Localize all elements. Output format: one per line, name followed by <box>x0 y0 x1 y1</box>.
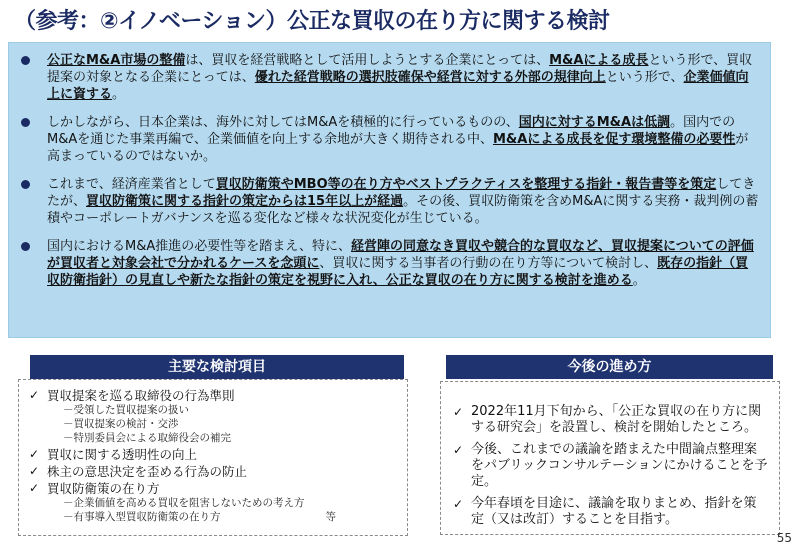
bullet-dot-icon <box>21 118 30 127</box>
check-icon: ✓ <box>29 464 40 478</box>
key-item-label: 買収防衛策の在り方 <box>47 481 160 496</box>
summary-bullet <box>21 114 760 165</box>
bullet-text: 。 <box>632 273 646 288</box>
bullet-text: 。 <box>112 87 126 102</box>
next-step-text: 2022年11月下旬から、「公正な買収の在り方に関する研究会」を設置し、検討を開始したところ。 <box>471 404 762 435</box>
emphasized-text: 買収防衛策に関する指針の策定からは15年以上が経過 <box>86 194 404 209</box>
summary-bullet <box>21 176 760 227</box>
emphasized-text: M&Aによる成長を促す環境整備の必要性 <box>493 132 736 147</box>
check-icon: ✓ <box>29 447 40 461</box>
check-icon: ✓ <box>29 481 40 495</box>
bullet-text: は、買収を経営戦略として活用しようとする企業にとっては、 <box>185 53 550 68</box>
emphasized-text: 企業価値向上に資する <box>47 70 749 102</box>
summary-box <box>8 42 771 338</box>
check-icon: ✓ <box>29 388 40 402</box>
key-item <box>29 388 401 445</box>
sub-item: －買収提案の検討・交渉 <box>63 418 179 430</box>
bullet-text: が高まっているのではないか。 <box>47 132 749 164</box>
key-items-header: 主要な検討項目 <box>30 355 404 379</box>
check-icon: ✓ <box>453 405 464 419</box>
next-step-text: 今年春頃を目途に、議論を取りまとめ、指針を策定（又は改訂）することを目指す。 <box>471 496 757 527</box>
check-icon: ✓ <box>453 443 464 457</box>
next-steps-list <box>441 382 779 528</box>
next-steps-box <box>440 381 780 535</box>
sub-item: －受領した買収提案の扱い <box>63 404 189 416</box>
bullet-dot-icon <box>21 180 30 189</box>
key-item <box>29 481 401 524</box>
bullet-text: してきたが、 <box>47 177 756 209</box>
emphasized-text: 経営陣の同意なき買収や競合的な買収など、買収提案についての評価が買収者と対象会社で分かれるケースを念頭に <box>47 239 754 271</box>
bullet-text: これまで、経済産業省として <box>47 177 216 192</box>
bullet-text: しかしながら、日本企業は、海外に対してはM&Aを積極的に行っているものの、 <box>47 115 519 130</box>
bullet-text: 。その後、買収防衛策を含めM&Aに関する実務・裁判例の蓄積やコーポレートガバナンスを巡る変化など様々な状況変化が生じている。 <box>47 194 759 226</box>
sub-item: －企業価値を高める買収を阻害しないための考え方 <box>63 497 305 509</box>
bullet-dot-icon <box>21 56 30 65</box>
key-item <box>29 464 401 479</box>
emphasized-text: 既存の指針（買収防衛指針）の見直しや新たな指針の策定を視野に入れ、公正な買収の在り方に関する検討を進める <box>47 256 749 288</box>
key-item-label: 買収提案を巡る取締役の行為準則 <box>47 388 235 403</box>
emphasized-text: 公正なM&A市場の整備 <box>47 53 186 68</box>
next-step-item <box>453 496 769 528</box>
sub-item-list <box>47 496 401 524</box>
key-items-list <box>19 380 407 524</box>
key-item-label: 株主の意思決定を歪める行為の防止 <box>47 464 248 479</box>
check-icon: ✓ <box>453 497 464 511</box>
next-steps-header: 今後の進め方 <box>446 355 773 379</box>
page-number: 55 <box>776 531 792 545</box>
sub-item: －特別委員会による取締役会の補完 <box>63 432 231 444</box>
key-item <box>29 447 401 462</box>
summary-bullet <box>21 238 760 289</box>
key-items-box <box>18 379 408 536</box>
summary-bullet <box>21 52 760 103</box>
emphasized-text: 国内に対するM&Aは低調 <box>518 115 671 130</box>
emphasized-text: 優れた経営戦略の選択肢確保や経営に対する外部の規律向上 <box>254 70 606 85</box>
next-step-item <box>453 442 769 490</box>
bullet-text: 。国内でのM&Aを通じた事業再編で、企業価値を向上する余地が大きく期待される中、 <box>47 115 736 147</box>
sub-item: －有事導入型買収防衛策の在り方 等 <box>63 511 336 523</box>
key-item-label: 買収に関する透明性の向上 <box>47 447 198 462</box>
bullet-text: 、買収に関する当事者の行動の在り方等について検討し、 <box>319 256 658 271</box>
bullet-dot-icon <box>21 242 30 251</box>
bullet-text: 国内におけるM&A推進の必要性等を踏まえ、特に、 <box>47 239 352 254</box>
emphasized-text: 買収防衛策やMBO等の在り方やベストプラクティスを整理する指針・報告書等を策定 <box>215 177 717 192</box>
emphasized-text: M&Aによる成長 <box>549 53 649 68</box>
bullet-text: という形で、 <box>605 70 684 85</box>
next-step-item <box>453 404 769 436</box>
sub-item-list <box>47 403 401 445</box>
summary-bullet-list <box>9 43 770 289</box>
next-step-text: 今後、これまでの議論を踏まえた中間論点整理案をパブリックコンサルテーションにかけることを予定。 <box>471 442 768 489</box>
page-title: （参考：②イノベーション）公正な買収の在り方に関する検討 <box>14 9 610 34</box>
bullet-text: という形で、買収提案の対象となる企業にとっては、 <box>47 53 753 85</box>
